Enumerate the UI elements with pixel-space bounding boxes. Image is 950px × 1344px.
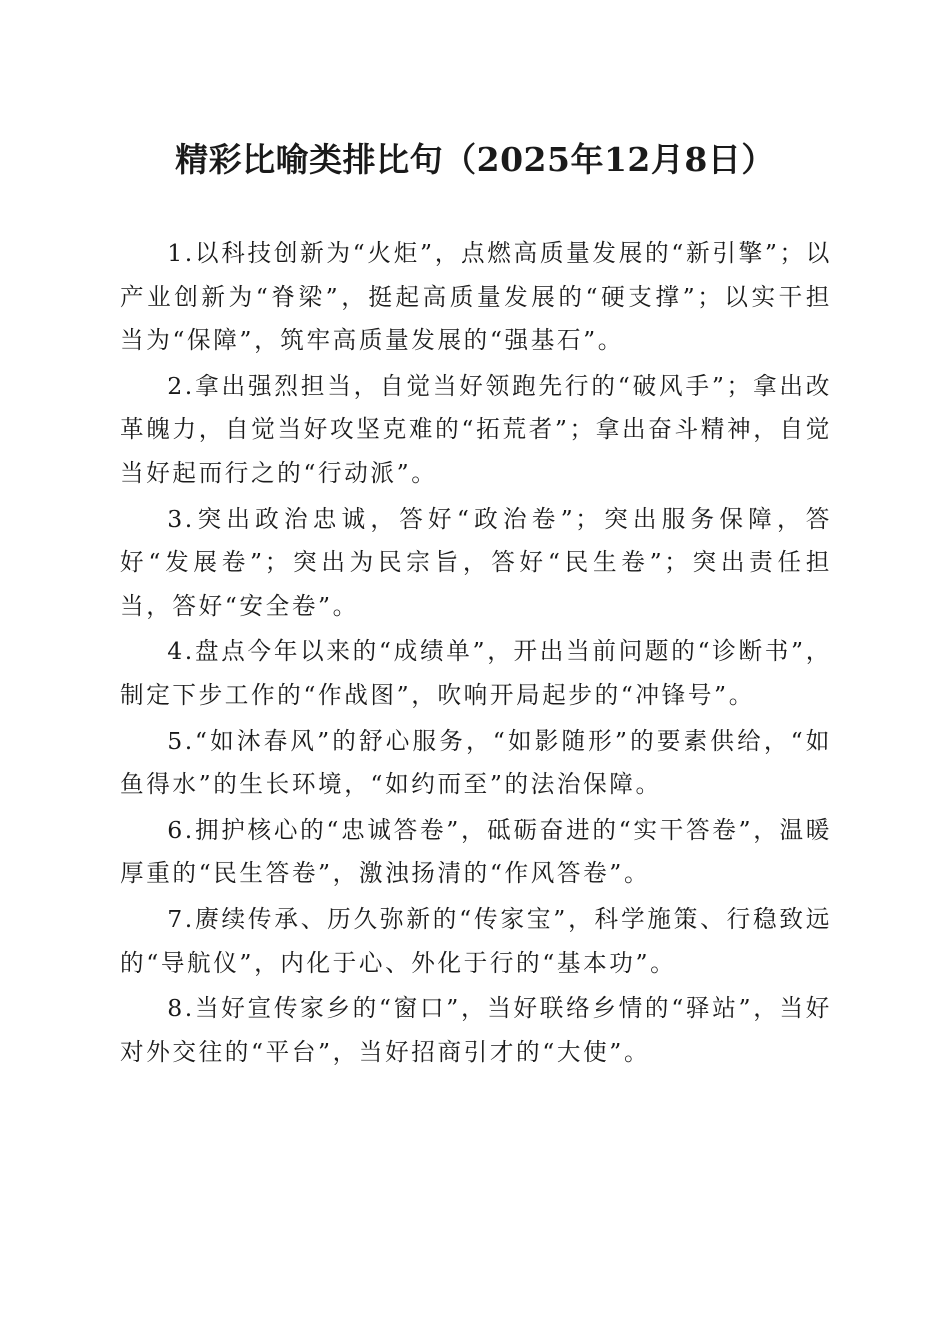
document-title: 精彩比喻类排比句（2025年12月8日）	[175, 140, 775, 179]
paragraph-1: 1.以科技创新为“火炬”，点燃高质量发展的“新引擎”；以产业创新为“脊梁”，挺起高质量发展的“硬支撑”；以实干担当为“保障”，筑牢高质量发展的“强基石”。	[120, 239, 832, 355]
paragraph-3: 3.突出政治忠诚，答好“政治卷”；突出服务保障，答好“发展卷”；突出为民宗旨，答好“民生卷”；突出责任担当，答好“安全卷”。	[120, 504, 832, 620]
paragraph-7: 7.赓续传承、历久弥新的“传家宝”，科学施策、行稳致远的“导航仪”，内化于心、外化于行的“基本功”。	[120, 904, 832, 977]
paragraph-2: 2.拿出强烈担当，自觉当好领跑先行的“破风手”；拿出改革魄力，自觉当好攻坚克难的“拓荒者”；拿出奋斗精神，自觉当好起而行之的“行动派”。	[120, 371, 832, 487]
paragraph-4: 4.盘点今年以来的“成绩单”，开出当前问题的“诊断书”，制定下步工作的“作战图”，吹响开局起步的“冲锋号”。	[120, 637, 832, 709]
paragraph-6: 6.拥护核心的“忠诚答卷”，砥砺奋进的“实干答卷”，温暖厚重的“民生答卷”，激浊扬清的“作风答卷”。	[120, 815, 832, 888]
document-body	[120, 232, 832, 1076]
paragraph-8: 8.当好宣传家乡的“窗口”，当好联络乡情的“驿站”，当好对外交往的“平台”，当好招商引才的“大使”。	[120, 994, 832, 1066]
paragraph-5: 5.“如沐春风”的舒心服务，“如影随形”的要素供给，“如鱼得水”的生长环境，“如约而至”的法治保障。	[120, 726, 832, 799]
